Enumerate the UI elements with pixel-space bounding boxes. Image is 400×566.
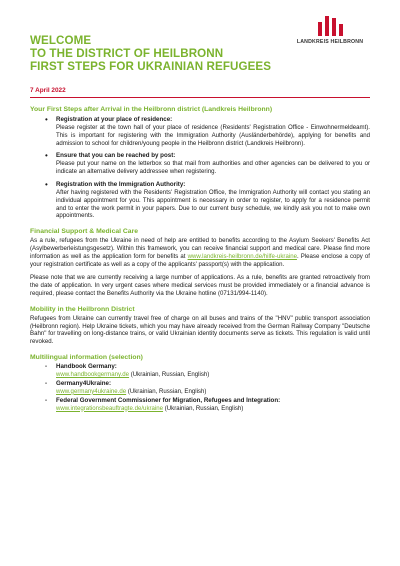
red-divider <box>30 97 370 98</box>
list-item <box>56 116 370 147</box>
item-text: Please register at the town hall of your place of residence (Residents' Registration Office - Einwohnermeldeamt). This is important for registering with the Immigration Authority (Ausländerbehörde), applying for benefits and admission to school for children/young people in the Heilbronn district (Landkreis Heilbronn). <box>56 124 370 147</box>
first-steps-list <box>30 116 370 220</box>
item-title: - Germany4Ukraine: <box>56 379 112 387</box>
section-mobility-heading: Mobility in the Heilbronn District <box>30 305 135 313</box>
item-title: • Ensure that you can be reached by post: <box>56 152 176 160</box>
multilingual-list <box>30 363 370 412</box>
title-line-2: TO THE DISTRICT OF HEILBRONN <box>30 47 224 60</box>
mobility-paragraph: Refugees from Ukraine can currently travel free of charge on all buses and trains of the "HNV" public transport association (Heilbronn region). Help Ukraine tickets, which you may have already received from the German Railway Company "Deutsche Bahn" for travelling on long-distance trains, or valid Ukrainian identity documents serve as tickets. This regulation is valid until revoked. <box>30 314 370 346</box>
list-item <box>56 363 370 379</box>
languages-text: (Ukrainian, Russian, English) <box>163 404 244 412</box>
financial-paragraph-2: Please note that we are currently receiving a large number of applications. As a rule, benefits are granted retroactively from the date of application. In very urgent cases where medical services must be provided immediately or a financial advance is required, please contact the Benefits Authority via the Ukraine hotline (07131/994-1140). <box>30 274 370 297</box>
list-item <box>56 152 370 176</box>
item-text: After having registered with the Residents' Registration Office, the Immigration Authority will contact you stating an individual appointment for you. This appointment is necessary in order to register, to apply for a residence permit and to enter the work permit in your papers. Due to our current busy schedule, we kindly ask you not to make own appointments. <box>56 188 370 220</box>
benefits-link[interactable]: www.landkreis-heilbronn.de/hilfe-ukraine <box>187 252 297 260</box>
languages-text: (Ukrainian, Russian, English) <box>126 387 207 395</box>
list-item <box>56 181 370 220</box>
financial-paragraph-1 <box>30 237 370 268</box>
paragraph-text: As a rule, refugees from the Ukraine in need of help are entitled to benefits according to the Asylum Seekers' Benefits Act (Asylbewerberleistungsgesetz). Within this framework, you can receive financial support and medical care. Please find more information as well as the application form for benefits at <box>30 237 370 260</box>
handbook-link[interactable]: www.handbookgermany.de <box>56 370 130 378</box>
item-title: - Federal Government Commissioner for Migration, Refugees and Integration: <box>56 396 281 404</box>
logo-text: LANDKREIS HEILBRONN <box>296 39 364 45</box>
title-line-3: FIRST STEPS FOR UKRAINIAN REFUGEES <box>30 60 272 73</box>
item-title: • Registration at your place of residence: <box>56 116 173 123</box>
item-text: Please put your name on the letterbox so that mail from authorities and other agencies can be delivered to you or indicate an alternative delivery addressee when registering. <box>56 160 370 176</box>
section-multilingual-heading: Multilingual information (selection) <box>30 353 143 361</box>
section-financial-heading: Financial Support & Medical Care <box>30 228 139 236</box>
document-date: 7 April 2022 <box>30 87 66 94</box>
item-title: • Registration with the Immigration Authority: <box>56 180 186 188</box>
title-line-1: WELCOME <box>30 34 92 47</box>
list-item <box>56 380 370 396</box>
section-first-steps-heading: Your First Steps after Arrival in the Heilbronn district (Landkreis Heilbronn) <box>30 106 273 113</box>
languages-text: (Ukrainian, Russian, English) <box>129 370 210 378</box>
item-title: - Handbook Germany: <box>56 362 117 370</box>
integration-commissioner-link[interactable]: www.integrationsbeauftragte.de/ukraine <box>56 404 164 412</box>
germany4ukraine-link[interactable]: www.germany4ukraine.de <box>56 387 127 395</box>
logo-bars-icon <box>292 16 368 36</box>
landkreis-logo <box>292 16 368 45</box>
paragraph-text: . Please enclose a copy of your registration certificate as well as a copy of the applicants' passport(s) with the application. <box>30 252 370 268</box>
list-item <box>56 397 370 413</box>
